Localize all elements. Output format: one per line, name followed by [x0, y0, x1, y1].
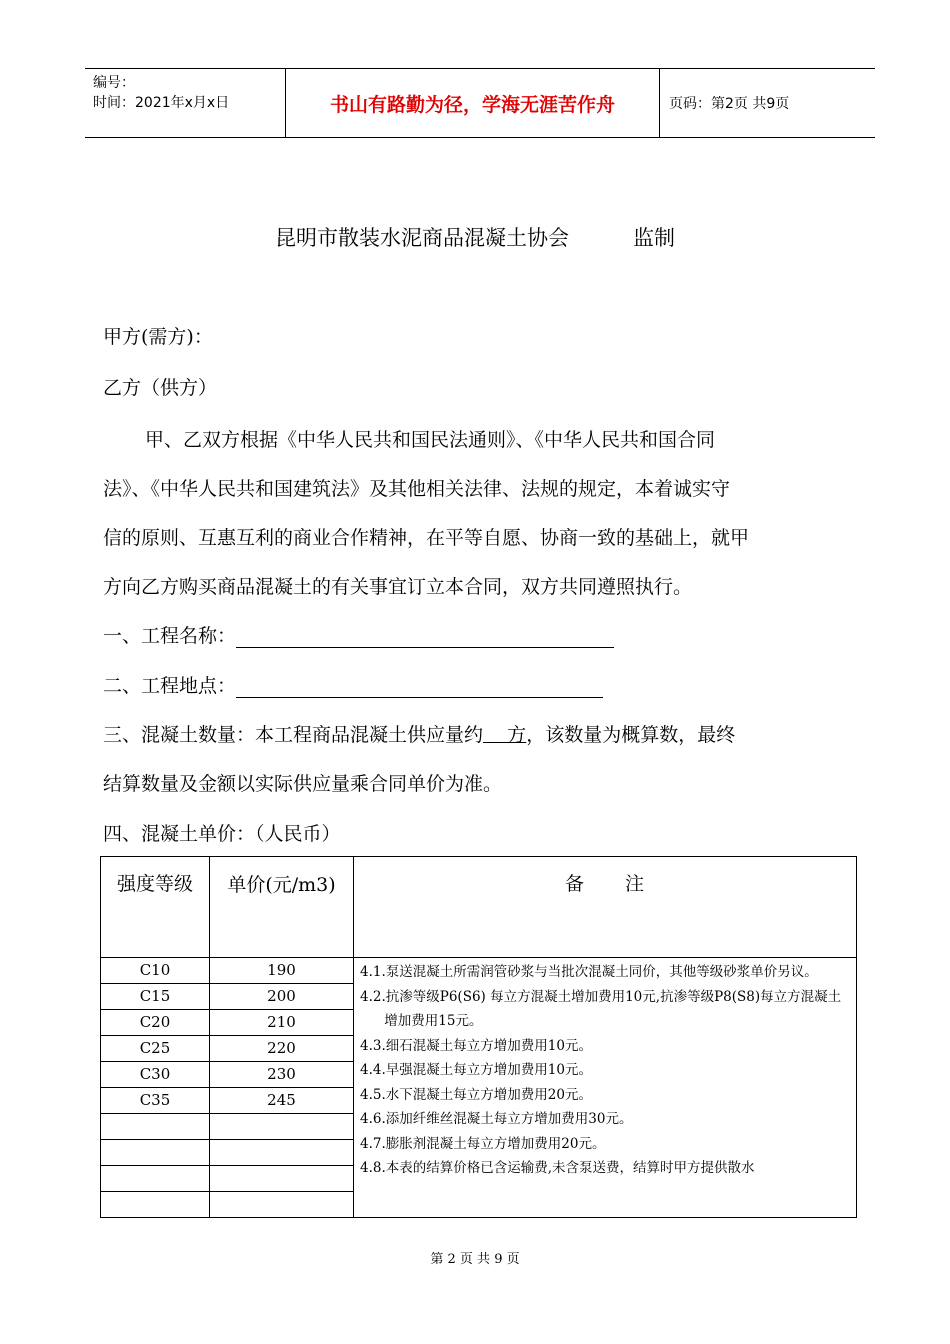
number-label: 编号：	[93, 75, 135, 91]
table-row	[101, 958, 857, 984]
price-cell	[210, 1114, 354, 1140]
org-suffix: 监制	[633, 226, 675, 250]
remarks-cell	[354, 958, 857, 1218]
quantity-blank[interactable]: 方	[483, 724, 527, 746]
grade-cell	[101, 1166, 210, 1192]
price-cell: 190	[210, 958, 354, 984]
header-grade: 强度等级	[101, 857, 210, 958]
grade-cell	[101, 1140, 210, 1166]
page-header	[85, 68, 875, 138]
party-b: 乙方（供方）	[103, 377, 218, 399]
header-price: 单价(元/m3)	[210, 857, 354, 958]
note-item: 4.6.添加纤维丝混凝土每立方增加费用30元。	[360, 1111, 633, 1127]
page-footer: 第 2 页 共 9 页	[430, 1252, 520, 1267]
quantity-line-2: 结算数量及金额以实际供应量乘合同单价为准。	[103, 773, 503, 795]
project-name-blank[interactable]	[236, 627, 614, 648]
header-motto: 书山有路勤为径，学海无涯苦作舟	[285, 69, 660, 137]
price-cell: 230	[210, 1062, 354, 1088]
quantity-suffix: ，该数量为概算数，最终	[526, 724, 736, 746]
grade-cell	[101, 1192, 210, 1218]
price-table	[100, 856, 857, 1218]
org-title	[0, 222, 950, 252]
price-cell: 220	[210, 1036, 354, 1062]
price-heading: 四、混凝土单价：（人民币）	[103, 823, 341, 845]
price-cell: 210	[210, 1010, 354, 1036]
project-location-label: 二、工程地点：	[103, 675, 237, 697]
project-location-blank[interactable]	[236, 677, 603, 698]
grade-cell: C25	[101, 1036, 210, 1062]
grade-cell	[101, 1114, 210, 1140]
time-label: 时间：2021年x月x日	[93, 95, 230, 111]
intro-line-2: 法》、《中华人民共和国建筑法》及其他相关法律、法规的规定，本着诚实守	[103, 478, 731, 500]
note-item: 4.4.早强混凝土每立方增加费用10元。	[360, 1062, 592, 1078]
note-item: 4.1.泵送混凝土所需润管砂浆与当批次混凝土同价，其他等级砂浆单价另议。	[360, 964, 818, 980]
party-a: 甲方(需方)：	[103, 326, 213, 348]
grade-cell: C20	[101, 1010, 210, 1036]
price-cell	[210, 1166, 354, 1192]
price-cell: 245	[210, 1088, 354, 1114]
intro-line-1: 甲、乙双方根据《中华人民共和国民法通则》、《中华人民共和国合同	[145, 429, 716, 451]
project-name-label: 一、工程名称：	[103, 625, 237, 647]
project-location-row	[103, 671, 603, 698]
intro-line-4: 方向乙方购买商品混凝土的有关事宜订立本合同，双方共同遵照执行。	[103, 576, 693, 598]
header-remarks: 备 注	[354, 857, 857, 958]
grade-cell: C35	[101, 1088, 210, 1114]
note-item: 4.3.细石混凝土每立方增加费用10元。	[360, 1037, 592, 1054]
header-page-label: 页码：第2页 共9页	[669, 96, 790, 112]
grade-cell: C15	[101, 984, 210, 1010]
quantity-line-1	[103, 720, 735, 747]
org-name: 昆明市散装水泥商品混凝土协会	[275, 226, 569, 250]
quantity-prefix: 三、混凝土数量：本工程商品混凝土供应量约	[103, 724, 484, 746]
grade-cell: C30	[101, 1062, 210, 1088]
note-item: 4.5.水下混凝土每立方增加费用20元。	[360, 1086, 592, 1103]
price-cell	[210, 1192, 354, 1218]
price-cell	[210, 1140, 354, 1166]
intro-line-3: 信的原则、互惠互利的商业合作精神，在平等自愿、协商一致的基础上，就甲	[103, 527, 750, 549]
project-name-row	[103, 621, 614, 648]
note-item: 4.8.本表的结算价格已含运输费,未含泵送费，结算时甲方提供散水	[360, 1160, 755, 1176]
table-header-row	[101, 857, 857, 958]
header-left	[93, 73, 229, 113]
price-cell: 200	[210, 984, 354, 1010]
grade-cell: C10	[101, 958, 210, 984]
note-item: 4.7.膨胀剂混凝土每立方增加费用20元。	[360, 1135, 606, 1152]
note-item: 4.2.抗渗等级P6(S6) 每立方混凝土增加费用10元,抗渗等级P8(S8)每立方混凝土增加费用15元。	[360, 988, 842, 1029]
